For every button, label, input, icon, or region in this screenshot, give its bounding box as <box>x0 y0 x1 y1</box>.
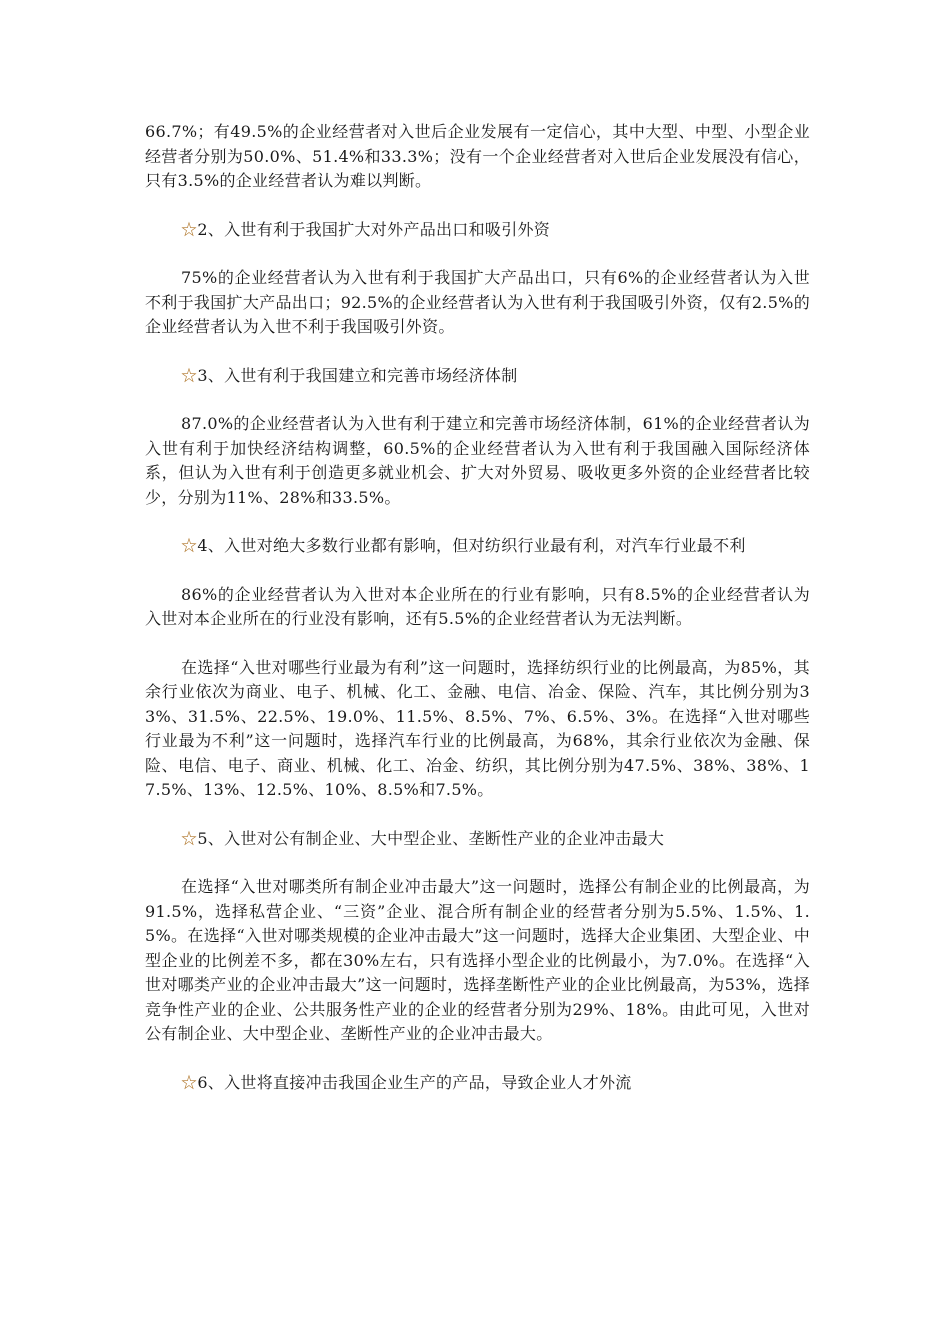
heading-ownership-impact <box>145 827 810 852</box>
heading-exports-investment <box>145 218 810 243</box>
star-icon: ☆ <box>181 219 198 239</box>
heading-products-talent <box>145 1071 810 1096</box>
heading-text: 3、入世有利于我国建立和完善市场经济体制 <box>197 365 518 385</box>
heading-text: 2、入世有利于我国扩大对外产品出口和吸引外资 <box>197 219 551 239</box>
paragraph-industry-impact: 86%的企业经营者认为入世对本企业所在的行业有影响，只有8.5%的企业经营者认为入世对本企业所在的行业没有影响，还有5.5%的企业经营者认为无法判断。 <box>145 584 810 628</box>
star-icon: ☆ <box>181 365 198 385</box>
star-icon: ☆ <box>181 828 198 848</box>
star-icon: ☆ <box>181 536 198 555</box>
paragraph-confidence-continued: 66.7%；有49.5%的企业经营者对入世后企业发展有一定信心，其中大型、中型、小型企业经营者分别为50.0%、51.4%和33.3%；没有一个企业经营者对入世后企业发展没有信心，只有3.5%的企业经营者认为难以判断。 <box>145 122 810 190</box>
paragraph-market-economy: 87.0%的企业经营者认为入世有利于建立和完善市场经济体制，61%的企业经营者认为入世有利于加快经济结构调整，60.5%的企业经营者认为入世有利于我国融入国际经济体系，但认为入世有利于创造更多就业机会、扩大对外贸易、吸收更多外资的企业经营者比较少，分别为11%、28%和33.5%。 <box>145 414 810 507</box>
document-page <box>145 120 810 1119</box>
heading-text: 4、入世对绝大多数行业都有影响，但对纺织行业最有利，对汽车行业最不利 <box>197 536 746 555</box>
heading-industry-impact <box>145 534 810 559</box>
heading-market-economy <box>145 364 810 389</box>
heading-text: 6、入世将直接冲击我国企业生产的产品，导致企业人才外流 <box>197 1072 632 1092</box>
paragraph-ownership-impact: 在选择“入世对哪类所有制企业冲击最大”这一问题时，选择公有制企业的比例最高，为91.5%，选择私营企业、“三资”企业、混合所有制企业的经营者分别为5.5%、1.5%、1.5%。在选择“入世对哪类规模的企业冲击最大”这一问题时，选择大企业集团、大型企业、中型企业的比例差不多，都在30%左右，只有选择小型企业的比例最小，为7.0%。在选择“入世对哪类产业的企业冲击最大”这一问题时，选择垄断性产业的企业比例最高，为53%，选择竞争性产业的企业、公共服务性产业的企业的经营者分别为29%、18%。由此可见，入世对公有制企业、大中型企业、垄断性产业的企业冲击最大。 <box>145 877 810 1043</box>
heading-text: 5、入世对公有制企业、大中型企业、垄断性产业的企业冲击最大 <box>197 828 665 848</box>
paragraph-exports-investment: 75%的企业经营者认为入世有利于我国扩大产品出口，只有6%的企业经营者认为入世不利于我国扩大产品出口；92.5%的企业经营者认为入世有利于我国吸引外资，仅有2.5%的企业经营者认为入世不利于我国吸引外资。 <box>145 268 810 336</box>
star-icon: ☆ <box>181 1072 198 1092</box>
paragraph-industry-ranking: 在选择“入世对哪些行业最为有利”这一问题时，选择纺织行业的比例最高，为85%，其余行业依次为商业、电子、机械、化工、金融、电信、冶金、保险、汽车，其比例分别为33%、31.5%、22.5%、19.0%、11.5%、8.5%、7%、6.5%、3%。在选择“入世对哪些行业最为不利”这一问题时，选择汽车行业的比例最高，为68%，其余行业依次为金融、保险、电信、电子、商业、机械、化工、冶金、纺织，其比例分别为47.5%、38%、38%、17.5%、13%、12.5%、10%、8.5%和7.5%。 <box>145 657 810 799</box>
